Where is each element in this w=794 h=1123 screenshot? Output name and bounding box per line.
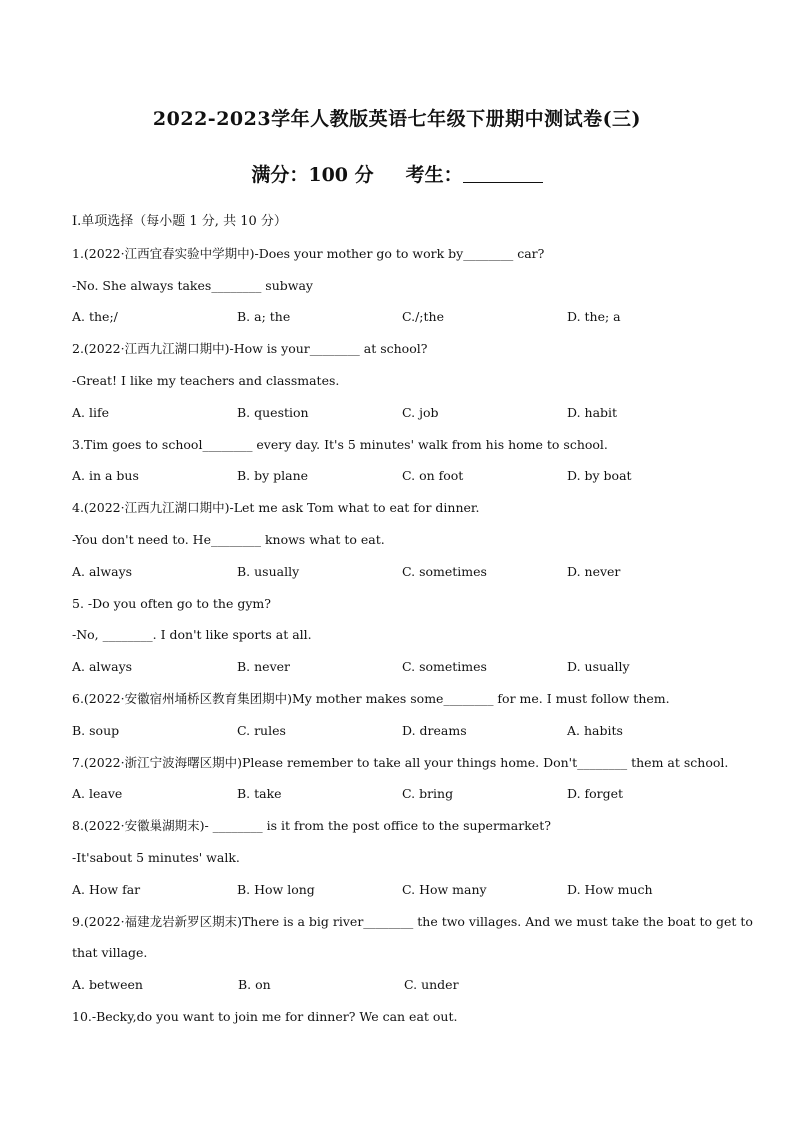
- answer-option: C. How many: [402, 881, 487, 897]
- answer-option: B. by plane: [237, 468, 309, 484]
- answer-option: B. take: [237, 786, 282, 802]
- answer-option: C. job: [402, 404, 439, 420]
- question-line: -No. She always takes________ subway: [72, 277, 313, 293]
- answer-option: B. a; the: [237, 309, 291, 325]
- question-stem: 3.Tim goes to school________ every day. It's 5 minutes' walk from his home to school.: [72, 436, 608, 452]
- question-line: that village.: [72, 945, 148, 961]
- options-row: [72, 784, 732, 816]
- answer-option: A. in a bus: [72, 468, 139, 484]
- answer-option: A. How far: [72, 881, 141, 897]
- question-stem: 8.(2022·安徽巢湖期末)- ________ is it from the post office to the supermarket?: [72, 818, 551, 834]
- question-line: -Great! I like my teachers and classmates.: [72, 372, 340, 388]
- answer-option: A. between: [72, 977, 143, 993]
- question-stem: 4.(2022·江西九江湖口期中)-Let me ask Tom what to eat for dinner.: [72, 500, 480, 516]
- answer-option: C. rules: [237, 722, 286, 738]
- answer-option: A. leave: [72, 786, 123, 802]
- options-row: [72, 880, 732, 912]
- examinee-label: 考生：: [405, 164, 463, 186]
- answer-option: B. soup: [72, 722, 120, 738]
- options-row: [72, 562, 732, 594]
- section-title: I.单项选择（每小题 1 分, 共 10 分）: [72, 214, 287, 229]
- question-stem: 2.(2022·江西九江湖口期中)-How is your________ at school?: [72, 341, 428, 357]
- examinee-name-blank: [463, 164, 543, 183]
- answer-option: B. How long: [237, 881, 315, 897]
- question-stem: 7.(2022·浙江宁波海曙区期中)Please remember to take all your things home. Don't________ them at school.: [72, 754, 729, 770]
- options-row: [72, 657, 732, 689]
- options-row: [72, 721, 732, 753]
- answer-option: B. on: [238, 977, 271, 993]
- answer-option: C. under: [404, 977, 459, 993]
- question-stem: 10.-Becky,do you want to join me for dinner? We can eat out.: [72, 1008, 458, 1024]
- answer-option: D. dreams: [402, 722, 467, 738]
- answer-option: A. the;/: [72, 309, 118, 325]
- answer-option: D. habit: [567, 404, 618, 420]
- question-list: [72, 212, 753, 1039]
- question-line: -No, ________. I don't like sports at all.: [72, 627, 312, 643]
- question-stem: 9.(2022·福建龙岩新罗区期末)There is a big river________ the two villages. And we must take the boat to get to: [72, 913, 753, 929]
- answer-option: D. How much: [567, 881, 653, 897]
- options-row: [72, 975, 732, 1007]
- question-stem: 5. -Do you often go to the gym?: [72, 595, 271, 611]
- answer-option: D. the; a: [567, 309, 621, 325]
- answer-option: B. usually: [237, 563, 300, 579]
- answer-option: A. always: [72, 659, 133, 675]
- answer-option: A. life: [72, 404, 109, 420]
- answer-option: D. usually: [567, 659, 630, 675]
- answer-option: A. habits: [567, 722, 623, 738]
- answer-option: D. never: [567, 563, 621, 579]
- answer-option: B. question: [237, 404, 309, 420]
- options-row: [72, 466, 732, 498]
- answer-option: C. sometimes: [402, 659, 487, 675]
- answer-option: A. always: [72, 563, 133, 579]
- question-stem: 6.(2022·安徽宿州埇桥区教育集团期中)My mother makes some________ for me. I must follow them.: [72, 690, 670, 706]
- answer-option: D. forget: [567, 786, 624, 802]
- score-label: 满分：100 分: [251, 164, 374, 186]
- answer-option: C. on foot: [402, 468, 464, 484]
- question-stem: 1.(2022·江西宜春实验中学期中)-Does your mother go to work by________ car?: [72, 245, 545, 261]
- page-title: 2022-2023学年人教版英语七年级下册期中测试卷(三): [152, 108, 642, 130]
- question-line: -You don't need to. He________ knows what to eat.: [72, 531, 385, 547]
- options-row: [72, 403, 732, 435]
- answer-option: C. bring: [402, 786, 454, 802]
- options-row: [72, 307, 732, 339]
- answer-option: B. never: [237, 659, 291, 675]
- answer-option: C./;the: [402, 309, 444, 325]
- answer-option: C. sometimes: [402, 563, 487, 579]
- page-subtitle: [0, 160, 794, 187]
- question-line: -It'sabout 5 minutes' walk.: [72, 849, 240, 865]
- answer-option: D. by boat: [567, 468, 632, 484]
